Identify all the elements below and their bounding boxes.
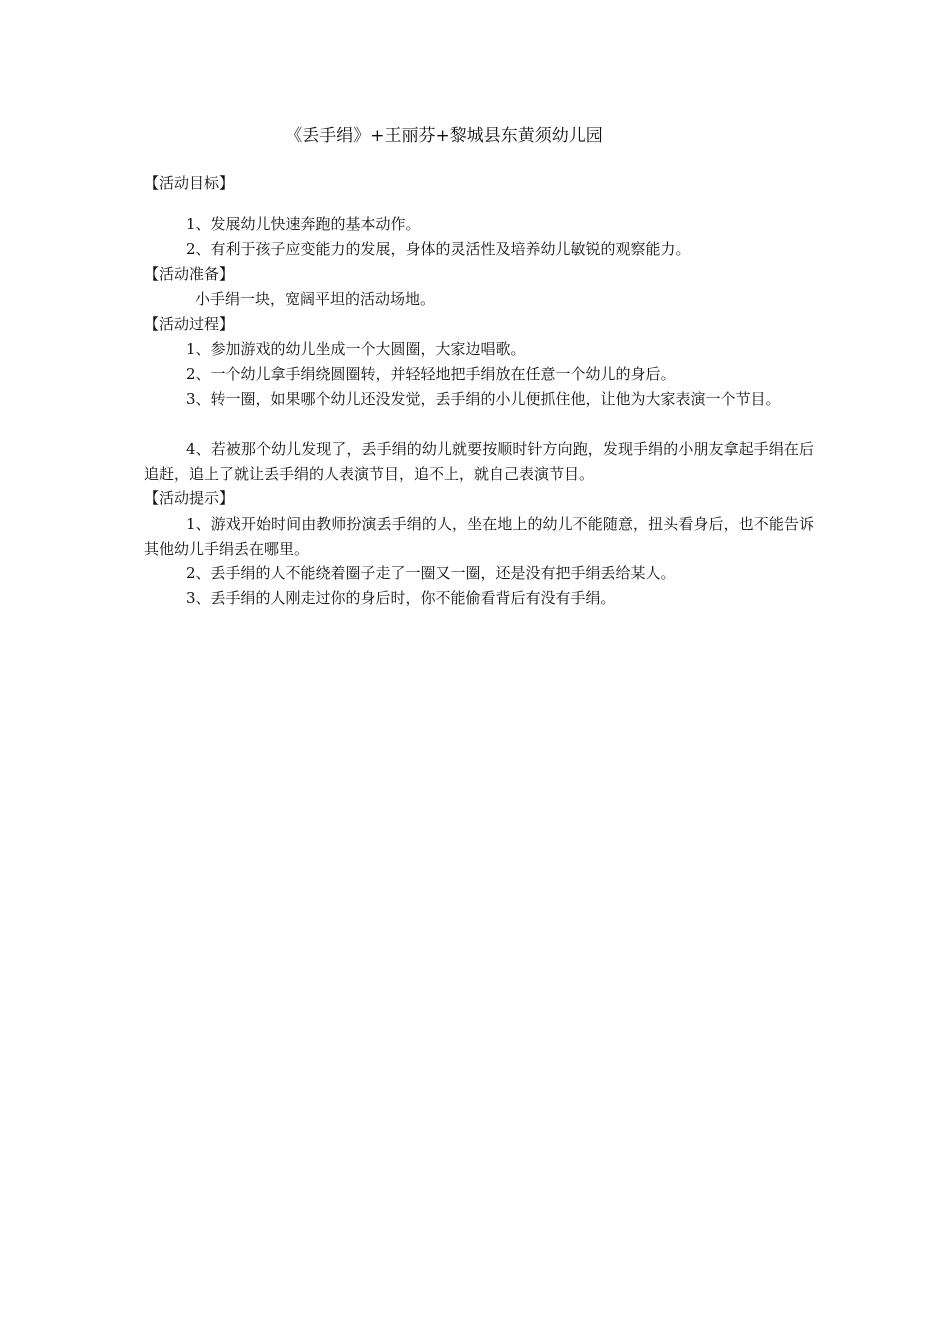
tips-item-1: 1、游戏开始时间由教师扮演丢手绢的人，坐在地上的幼儿不能随意，扭头看身后，也不能告诉其他幼儿手绢丢在哪里。 <box>144 515 814 558</box>
preparation-heading: 【活动准备】 <box>144 265 235 283</box>
process-item-2: 2、一个幼儿拿手绢绕圆圈转，并轻轻地把手绢放在任意一个幼儿的身后。 <box>186 365 676 383</box>
tips-item-3: 3、丢手绢的人刚走过你的身后时，你不能偷看背后有没有手绢。 <box>186 589 616 607</box>
tips-item-2: 2、丢手绢的人不能绕着圈子走了一圈又一圈，还是没有把手绢丢给某人。 <box>186 564 676 582</box>
process-heading: 【活动过程】 <box>144 315 235 333</box>
process-item-1: 1、参加游戏的幼儿坐成一个大圆圈，大家边唱歌。 <box>186 340 526 358</box>
preparation-text: 小手绢一块，宽阔平坦的活动场地。 <box>195 290 436 308</box>
tips-heading: 【活动提示】 <box>144 489 235 507</box>
process-item-3: 3、转一圈，如果哪个幼儿还没发觉，丢手绢的小儿便抓住他，让他为大家表演一个节目。 <box>186 390 781 408</box>
goals-item-1: 1、发展幼儿快速奔跑的基本动作。 <box>186 215 421 233</box>
goals-item-2: 2、有利于孩子应变能力的发展，身体的灵活性及培养幼儿敏锐的观察能力。 <box>186 240 691 258</box>
document-title: 《丢手绢》+王丽芬+黎城县东黄须幼儿园 <box>285 126 603 146</box>
goals-heading: 【活动目标】 <box>144 174 235 192</box>
process-item-4: 4、若被那个幼儿发现了，丢手绢的幼儿就要按顺时针方向跑，发现手绢的小朋友拿起手绢在后追赶，追上了就让丢手绢的人表演节目，追不上，就自己表演节目。 <box>144 440 814 483</box>
